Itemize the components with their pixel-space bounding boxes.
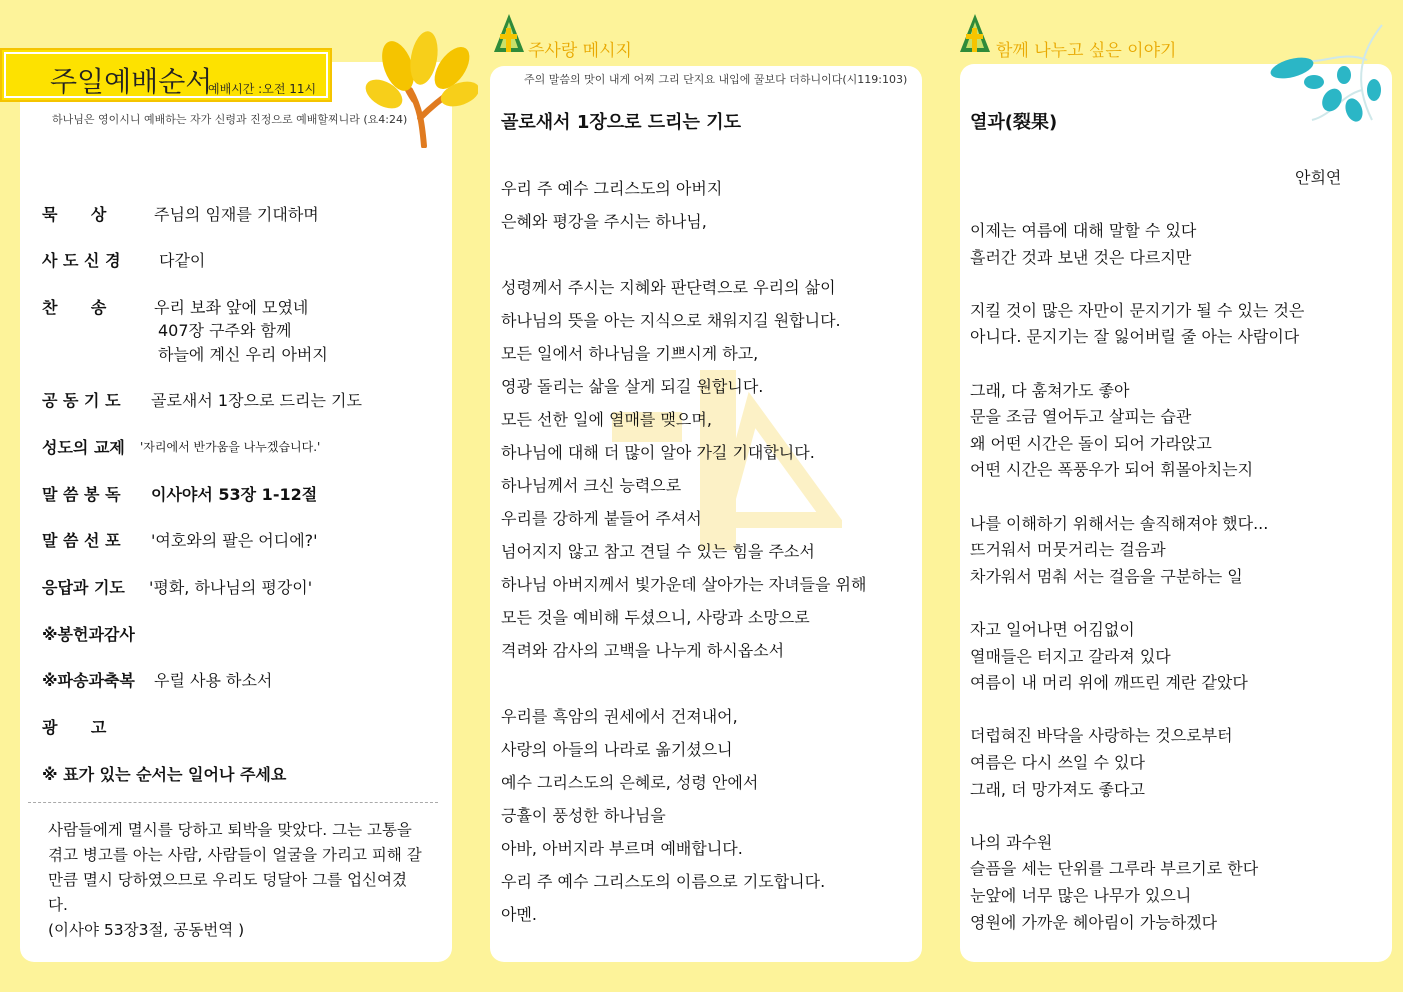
prayer-line: 모든 일에서 하나님을 기쁘시게 하고, [501, 344, 759, 363]
prayer-line: 긍휼이 풍성한 하나님을 [501, 806, 666, 825]
poem-line: 나의 과수원 [970, 832, 1053, 852]
poem-line: 문을 조금 열어두고 살피는 습관 [970, 407, 1192, 427]
order-label: 찬 송 [42, 298, 107, 317]
poem-line: 이제는 여름에 대해 말할 수 있다 [970, 221, 1197, 240]
poem-line: 더럽혀진 바닥을 사랑하는 것으로부터 [970, 726, 1233, 746]
prayer-line: 우리를 강하게 붙들어 주셔서 [501, 509, 702, 528]
poem-line: 영원에 가까운 헤아림이 가능하겠다 [970, 912, 1218, 932]
order-value: 우리 보좌 앞에 모였네 [154, 298, 309, 317]
flower-deco-icon [1262, 20, 1402, 135]
isaiah-quote [48, 818, 424, 943]
page-title: 주일예배순서 [50, 65, 213, 98]
poem-line: 아니다. 문지기는 잘 잃어버릴 줄 아는 사람이다 [970, 327, 1300, 347]
order-value: 주님의 임재를 기대하며 [154, 205, 319, 224]
poem-line: 여름이 내 머리 위에 깨뜨린 계란 같았다 [970, 673, 1248, 693]
poem-line: 여름은 다시 쓰일 수 있다 [970, 753, 1145, 772]
prayer-line: 우리를 흑암의 권세에서 건져내어, [501, 707, 738, 726]
hymn-line: 407장 구주와 함께 [158, 321, 292, 340]
prayer-title: 골로새서 1장으로 드리는 기도 [501, 112, 741, 133]
order-label: 말 씀 선 포 [42, 531, 121, 550]
order-label: 광 고 [42, 718, 107, 737]
poem-line: 열매들은 터지고 갈라져 있다 [970, 646, 1171, 666]
prayer-line: 성령께서 주시는 지혜와 판단력으로 우리의 삶이 [501, 278, 836, 297]
prayer-line: 격려와 감사의 고백을 나누게 하시옵소서 [501, 641, 785, 660]
order-label: 말 씀 봉 독 [42, 485, 121, 504]
message-header: 주사랑 메시지 [528, 41, 632, 61]
poem-line: 지킬 것이 많은 자만이 문지기가 될 수 있는 것은 [970, 300, 1305, 320]
poem-line: 차가워서 멈춰 서는 걸음을 구분하는 일 [970, 566, 1243, 586]
service-time: 예배시간 :오전 11시 [208, 82, 317, 96]
order-label: 성도의 교제 [42, 438, 125, 457]
prayer-line: 하나님에 대해 더 많이 알아 가길 기대합니다. [501, 443, 815, 462]
cross-icon [492, 12, 526, 58]
prayer-line: 아바, 아버지라 부르며 예배합니다. [501, 839, 743, 858]
poem-line: 왜 어떤 시간은 돌이 되어 가라앉고 [970, 433, 1212, 453]
poem-line: 눈앞에 너무 많은 나무가 있으니 [970, 886, 1192, 905]
prayer-line: 하나님께서 크신 능력으로 [501, 476, 682, 495]
order-value: 골로새서 1장으로 드리는 기도 [151, 391, 362, 410]
prayer-line: 우리 주 예수 그리스도의 이름으로 기도합니다. [501, 872, 826, 891]
tree-icon [362, 28, 478, 148]
prayer-line: 넘어지지 않고 참고 견딜 수 있는 힘을 주소서 [501, 542, 815, 561]
order-value: 이사야서 53장 1-12절 [151, 485, 318, 504]
order-value: 다같이 [159, 251, 206, 270]
story-header: 함께 나누고 싶은 이야기 [996, 41, 1177, 61]
prayer-line: 은혜와 평강을 주시는 하나님, [501, 212, 707, 231]
prayer-line: 우리 주 예수 그리스도의 아버지 [501, 179, 723, 198]
order-label: ※파송과축복 [42, 671, 135, 690]
order-value: '평화, 하나님의 평강이' [149, 578, 313, 597]
order-label: 묵 상 [42, 205, 107, 224]
isaiah-ref: (이사야 53장3절, 공동번역 ) [48, 921, 245, 939]
prayer-line: 영광 돌리는 삶을 살게 되길 원합니다. [501, 377, 764, 396]
hymn-line: 하늘에 계신 우리 아버지 [158, 345, 328, 364]
prayer-line: 예수 그리스도의 은혜로, 성령 안에서 [501, 773, 759, 792]
prayer-line: 모든 것을 예비해 두셨으니, 사랑과 소망으로 [501, 608, 810, 627]
prayer-line: 하나님의 뜻을 아는 지식으로 채워지길 원합니다. [501, 311, 841, 330]
prayer-line: 모든 선한 일에 열매를 맺으며, [501, 410, 712, 429]
cross-icon [958, 12, 992, 58]
order-label: 응답과 기도 [42, 578, 125, 597]
order-label: 사 도 신 경 [42, 251, 121, 270]
isaiah-text: 사람들에게 멸시를 당하고 퇴박을 맞았다. 그는 고통을 겪고 병고를 아는 사람, 사람들이 얼굴을 가리고 피해 갈 만큼 멸시 당하였으므로 우리도 덩달아 그를 업신여겼다. [48, 821, 422, 914]
poem-line: 슬픔을 세는 단위를 그루라 부르기로 한다 [970, 859, 1259, 879]
poem-line: 뜨거워서 머뭇거리는 걸음과 [970, 540, 1166, 560]
bulletin-verse: 하나님은 영이시니 예배하는 자가 신령과 진정으로 예배할찌니라 (요4:24) [52, 113, 408, 126]
poem-line: 자고 일어나면 어김없이 [970, 620, 1135, 639]
divider [28, 802, 438, 803]
poem-line: 그래, 더 망가져도 좋다고 [970, 779, 1145, 799]
poem-author: 안희연 [1295, 168, 1342, 187]
poem-line: 그래, 다 훔쳐가도 좋아 [970, 380, 1130, 400]
poem-line: 어떤 시간은 폭풍우가 되어 휘몰아치는지 [970, 460, 1254, 480]
poem-title: 열과(裂果) [970, 112, 1058, 133]
message-verse: 주의 말씀의 맛이 내게 어찌 그리 단지요 내입에 꿀보다 더하니이다(시119:103) [524, 73, 908, 86]
prayer-line: 아멘. [501, 905, 537, 924]
order-value: '자리에서 반가움을 나누겠습니다.' [140, 440, 321, 454]
prayer-line: 사랑의 아들의 나라로 옮기셨으니 [501, 740, 733, 759]
order-value: '여호와의 팔은 어디에?' [151, 531, 318, 550]
order-label: ※봉헌과감사 [42, 625, 135, 644]
order-value: 우릴 사용 하소서 [154, 671, 273, 690]
poem-line: 나를 이해하기 위해서는 솔직해져야 했다... [970, 513, 1269, 533]
prayer-line: 하나님 아버지께서 빛가운데 살아가는 자녀들을 위해 [501, 575, 867, 594]
poem-line: 흘러간 것과 보낸 것은 다르지만 [970, 247, 1192, 267]
order-label: 공 동 기 도 [42, 391, 121, 410]
